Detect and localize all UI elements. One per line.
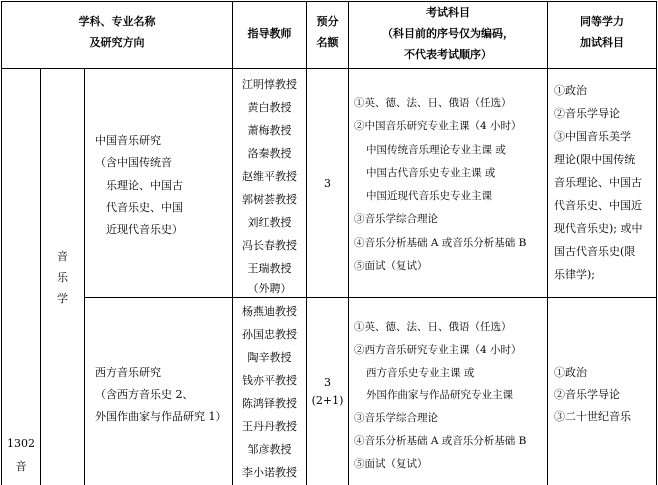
direction-detail: 外国作曲家与作品研究 1）: [95, 410, 227, 423]
direction-detail: （含西方音乐史 2、: [95, 388, 194, 401]
major-char-2: 乐: [57, 271, 68, 284]
discipline-code: 1302: [7, 437, 35, 450]
advisor-name: 邹彦教授: [247, 443, 292, 456]
direction-detail: 代音乐史、中国: [106, 201, 183, 214]
header-exam-note2: 不代表考试顺序）: [404, 48, 492, 61]
advisor-name: 冯长春教授: [242, 239, 297, 252]
exam-item: ②中国音乐研究专业主课（4 小时）: [354, 120, 522, 132]
extra-item: ②音乐学导论: [554, 107, 620, 120]
extra-item: ③二十世纪音乐: [554, 410, 631, 423]
exam-item: ③音乐学综合理论: [354, 213, 438, 225]
major-char-1: 音: [57, 250, 68, 263]
advisor-name: 江明惇教授: [242, 78, 297, 91]
advisor-name: 洛秦教授: [247, 147, 292, 160]
advisor-name: 李小诺教授: [242, 466, 297, 479]
quota-value: 3: [324, 177, 331, 190]
exam-item: ①英、德、法、日、俄语（任选）: [354, 97, 512, 109]
advisor-name: 陶辛教授: [247, 351, 292, 364]
advisor-name: 刘红教授: [247, 216, 292, 229]
header-subject-line1: 学科、专业名称: [78, 15, 156, 28]
header-subject-line2: 及研究方向: [89, 36, 145, 49]
exam-item: ④音乐分析基础 A 或音乐分析基础 B: [354, 237, 527, 249]
header-exam-note1: （科目前的序号仅为编码，: [382, 27, 514, 40]
exam-item: ①英、德、法、日、俄语（任选）: [354, 321, 512, 333]
extra-item: 国古代音乐史(限: [554, 245, 636, 258]
advisor-name: 郭树荟教授: [242, 193, 297, 206]
advisor-name: 钱亦平教授: [242, 374, 297, 387]
exam-item: 外国作曲家与作品研究专业主课: [366, 389, 513, 401]
header-extra-line1: 同等学力: [580, 15, 624, 28]
extra-item: ③中国音乐美学: [554, 130, 631, 143]
advisor-name: 孙国忠教授: [242, 328, 297, 341]
direction-detail: 乐理论、中国古: [106, 179, 183, 192]
advisor-name: 杨燕迪教授: [242, 305, 297, 318]
exam-item: ③音乐学综合理论: [354, 412, 438, 424]
advisor-name: 王丹丹教授: [242, 420, 297, 433]
exam-item: 中国传统音乐理论专业主课 或: [366, 144, 506, 156]
exam-item: ⑤面试（复试）: [354, 260, 428, 272]
advisor-name: 王瑞教授: [247, 262, 292, 275]
direction-detail: 近现代音乐史）: [106, 223, 183, 236]
extra-item: 理论(限中国传统: [554, 153, 636, 166]
advisor-note: （外聘）: [247, 282, 292, 295]
direction-name: 中国音乐研究: [95, 134, 161, 147]
extra-item: ②音乐学导论: [554, 388, 620, 401]
exam-item: 中国古代音乐史专业主课 或: [366, 167, 496, 179]
header-quota-line1: 预分: [316, 15, 339, 28]
advisor-name: 萧梅教授: [247, 124, 292, 137]
extra-item: ①政治: [554, 84, 587, 97]
header-exam-title: 考试科目: [426, 6, 470, 19]
discipline-char: 音: [15, 460, 27, 473]
advisor-name: 黄白教授: [247, 101, 292, 114]
extra-item: 乐律学);: [554, 268, 595, 281]
exam-item: ⑤面试（复试）: [354, 458, 428, 470]
direction-detail: （含中国传统音: [95, 156, 172, 169]
exam-item: 中国近现代音乐史专业主课: [366, 190, 492, 202]
extra-item: 音乐理论、中国古: [554, 176, 642, 189]
exam-item: ②西方音乐研究专业主课（4 小时）: [354, 344, 522, 356]
exam-item: 西方音乐史专业主课 或: [366, 367, 475, 379]
extra-item: 代音乐史、中国近: [554, 199, 642, 212]
advisor-name: 陈鸿铎教授: [242, 397, 297, 410]
direction-name: 西方音乐研究: [95, 366, 161, 379]
quota-value: 3: [324, 376, 331, 389]
quota-split: (2+1): [311, 394, 344, 407]
header-extra-line2: 加试科目: [580, 36, 624, 49]
exam-item: ④音乐分析基础 A 或音乐分析基础 B: [354, 435, 527, 447]
header-quota-line2: 名额: [316, 36, 339, 49]
major-char-3: 学: [57, 292, 68, 305]
header-advisor: 指导教师: [247, 27, 292, 40]
extra-item: 现代音乐史); 或中: [554, 222, 643, 235]
extra-item: ①政治: [554, 366, 587, 379]
advisor-name: 赵维平教授: [242, 170, 297, 183]
